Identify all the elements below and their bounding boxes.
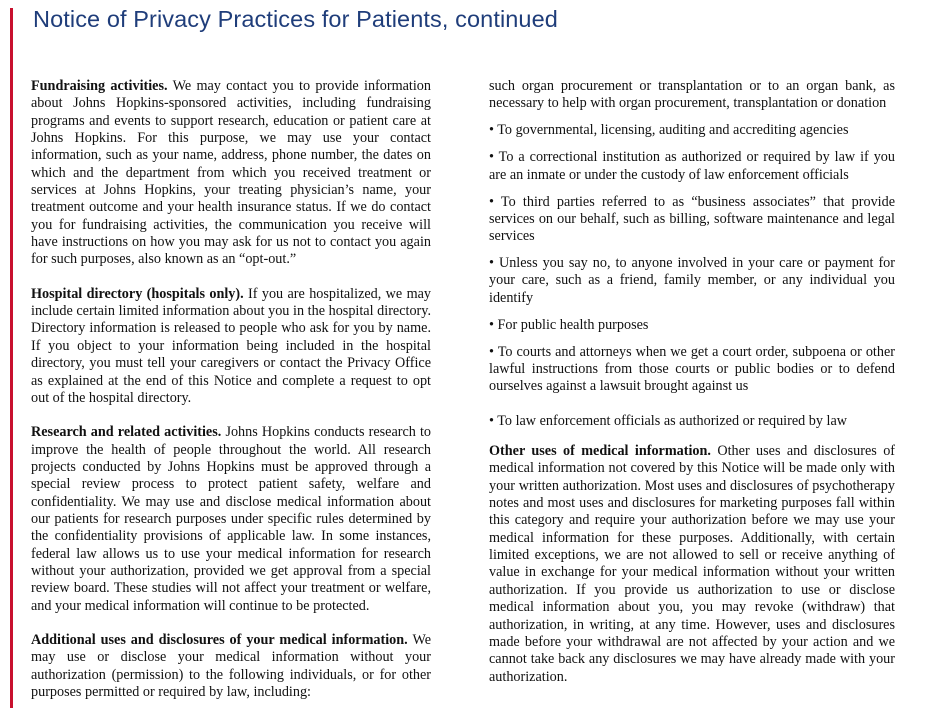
bullet-item: • To a correctional institution as authorized or required by law if you are an inmate or under the custody of law enforcement officials [489,149,895,183]
bullet-item: • To law enforcement officials as authorized or required by law [489,412,848,429]
other-uses-heading: Other uses of medical information. [489,443,711,460]
continuation-text: such organ procurement or transplantation or to an organ bank, as necessary to help with organ procurement, transplantation or donation [489,78,895,112]
research-text: Johns Hopkins conducts research to improve the health of people throughout the world. All research projects conducted by Johns Hopkins must be approved through a special review process to protect patient safety, welfare and confidentiality. We may use and disclose medical information about our patients for research purposes under specific rules determined by the confidentiality provisions of applicable law. In some instances, federal law allows us to use your medical information for research without your authorization, provided we get approval from a special review board. These studies will not affect your treatment or welfare, and your medical information will continue to be protected. [31,424,432,614]
hospital-directory-text: If you are hospitalized, we may include certain limited information about you in the hospital directory. Directory information is released to people who ask for you by name. If you object to your information being included in the hospital directory, you must tell your caregivers or contact the Privacy Office as explained at the end of this Notice and complete a request to opt out of the hospital directory. [31,285,432,406]
bullet-item: • Unless you say no, to anyone involved in your care or payment for your care, such as a friend, family member, or any individual you identify [489,255,895,306]
bullet-item: • To courts and attorneys when we get a court order, subpoena or other lawful instructions from those courts or public bodies or to defend ourselves against a lawsuit brought against us [489,343,895,395]
research-heading: Research and related activities. [31,424,222,441]
hospital-directory-heading: Hospital directory (hospitals only). [31,285,244,302]
additional-uses-heading: Additional uses and disclosures of your medical information. [31,631,408,648]
other-uses-paragraph [489,443,895,686]
bullet-item: • For public health purposes [489,316,649,333]
other-uses-text: Other uses and disclosures of medical information not covered by this Notice will be made only with your written authorization. Most uses and disclosures of psychotherapy notes and most uses and disclosures for marketing purposes fall within this category and require your authorization before we may use your medical information for these purposes. Additionally, with certain limited exceptions, we are not allowed to sell or receive anything of value in exchange for your medical information without your written authorization. If you provide us authorization to use or disclose medical information about you, you may revoke (withdraw) that authorization, in writing, at any time. However, uses and disclosures made before your withdrawal are not affected by your action and we cannot take back any disclosures we may have already made with your authorization. [489,443,896,685]
fundraising-paragraph [31,78,431,269]
right-column [489,78,895,686]
additional-uses-paragraph [31,632,431,701]
additional-uses-text: We may use or disclose your medical information without your authorization (permission) to the following individuals, or for other purposes permitted or required by law, including: [31,631,431,700]
page-title: Notice of Privacy Practices for Patients, continued [33,6,558,32]
hospital-directory-paragraph [31,286,431,407]
fundraising-text: We may contact you to provide information about Johns Hopkins-sponsored activities, including fundraising programs and events to support research, education or patient care at Johns Hopkins. For this purpose, we may use your contact information, such as your name, address, phone number, the dates on which and the department from which you received treatment or services at Johns Hopkins, your treating physician’s name, your treatment outcome and your health insurance status. If we do contact you for fundraising activities, the communication you receive will have instructions on how you may ask for us not to contact you again for such purposes, also known as an “opt-out.” [31,78,431,268]
left-column [31,78,431,701]
fundraising-heading: Fundraising activities. [31,78,168,94]
research-paragraph [31,424,431,615]
bullet-item: • To third parties referred to as “business associates” that provide services on our behalf, such as billing, software maintenance and legal services [489,193,895,245]
bullet-item: • To governmental, licensing, auditing and accrediting agencies [489,122,849,139]
margin-accent-bar [10,8,13,708]
